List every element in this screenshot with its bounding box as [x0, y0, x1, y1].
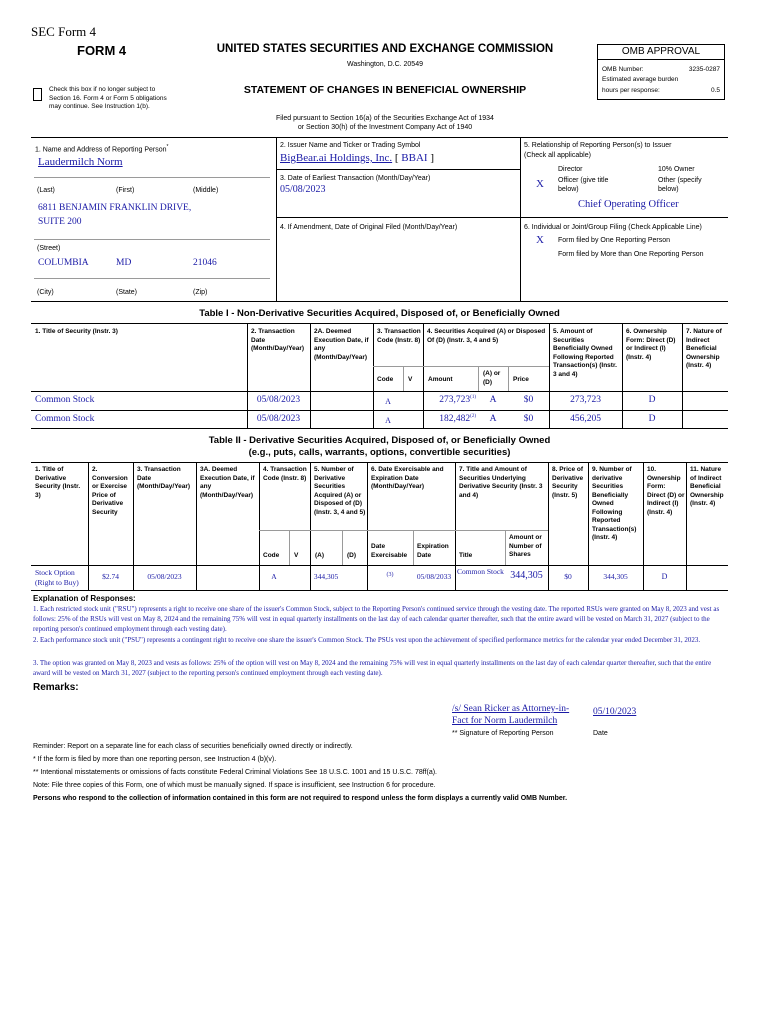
- ticker: BBAI: [401, 152, 428, 164]
- footnote-1: 1. Each restricted stock unit ("RSU") represents a right to receive one share of the issuer's Common Stock, subject to the Reporting Person's continued service through the vesting date. The reported RSUs were granted on May 8, 2023 and vest as follows: 25% of the RSUs will vest on May 8, 2024 and the remaining 75% will vest in equal quarterly installments on the last day of each calendar quarter thereafter, such that the entire award will be vested on March 31, 2027 (subject to the reporting person's continued employment through each vesting date).: [33, 605, 720, 633]
- t1-h6: 6. Ownership Form: Direct (D) or Indirect (I) (Instr. 4): [626, 328, 676, 361]
- t1-r1-amount: 273,723$^{(1)}$: [439, 395, 476, 406]
- issuer-label: 2. Issuer Name and Ticker or Trading Symbol: [280, 142, 421, 149]
- reminder-4: Note: File three copies of this Form, one of which must be manually signed. If space is insufficient, see Instruction 6 for procedure.: [33, 782, 436, 789]
- t2-h10: 10. Ownership Form: Direct (D) or Indirect (I) (Instr. 4): [647, 466, 685, 516]
- reporting-person-name[interactable]: Laudermilch Norm: [38, 156, 123, 168]
- earliest-date-label: 3. Date of Earliest Transaction (Month/Day/Year): [280, 175, 431, 182]
- street-line-2: SUITE 200: [38, 217, 82, 227]
- table2-title-2: (e.g., puts, calls, warrants, options, convertible securities): [248, 447, 511, 458]
- t2-amount-shares: Amount or Number of Shares: [509, 534, 542, 558]
- t2-r1-a: 344,305: [313, 572, 339, 581]
- reminder-1: Reminder: Report on a separate line for each class of securities beneficially owned directly or indirectly.: [33, 743, 353, 750]
- t2-r1-price: $2.74: [102, 572, 119, 581]
- omb-hours: 0.5: [710, 87, 720, 94]
- t1-v: V: [408, 376, 413, 383]
- t1-r1-form: D: [648, 395, 656, 405]
- t2-h4: 4. Transaction Code (Instr. 8): [263, 466, 307, 482]
- other-label: Other (specify below): [658, 177, 702, 193]
- t2-h3a: 3A. Deemed Execution Date, if any (Month/Day/Year): [200, 466, 255, 499]
- t2-r1-title: Stock Option (Right to Buy): [35, 568, 79, 587]
- t2-h3: 3. Transaction Date (Month/Day/Year): [137, 466, 191, 490]
- t1-r2-owned: 456,205: [570, 414, 601, 424]
- officer-check[interactable]: X: [536, 178, 544, 190]
- t1-h3: 3. Transaction Code (Instr. 8): [377, 328, 421, 344]
- t1-r2-title: Common Stock: [35, 414, 95, 424]
- t2-h1: 1. Title of Derivative Security (Instr. 3): [35, 466, 81, 499]
- t1-r2-form: D: [648, 414, 656, 424]
- omb-title: OMB APPROVAL: [598, 45, 724, 60]
- explanation-title: Explanation of Responses:: [33, 594, 136, 603]
- t2-h11: 11. Nature of Indirect Beneficial Ownership (Instr. 4): [690, 466, 724, 507]
- relationship-label: 5. Relationship of Reporting Person(s) to Issuer: [524, 142, 672, 149]
- t1-r1-fn[interactable]: (1): [470, 395, 476, 400]
- t2-h2: 2. Conversion or Exercise Price of Derivative Security: [92, 466, 128, 516]
- t1-r1-aord: A: [489, 395, 497, 405]
- omb-burden-label: Estimated average burden: [602, 76, 679, 83]
- reminder-5: Persons who respond to the collection of information contained in this form are not required to respond unless the form displays a currently valid OMB Number.: [33, 795, 568, 802]
- t1-r1-price: $0: [523, 395, 534, 405]
- footnote-2: 2. Each performance stock unit ("PSU") represents a contingent right to receive one share the issuer's Common Stock. The PSUs vest upon the achievement of specified performance metrics for the calendar year ended December 31, 2023.: [33, 636, 701, 644]
- issuer-name-line: [280, 152, 434, 164]
- agency-city: Washington, D.C. 20549: [346, 61, 423, 68]
- form-title: FORM 4: [77, 43, 127, 58]
- t2-r1-form: D: [661, 572, 668, 581]
- city-value: COLUMBIA: [38, 258, 89, 268]
- t2-r1-owned: 344,305: [603, 572, 628, 581]
- middle-label: (Middle): [193, 187, 219, 194]
- filing-more-label: Form filed by More than One Reporting Person: [558, 251, 704, 258]
- filed-pursuant-2: or Section 30(h) of the Investment Company Act of 1940: [297, 124, 473, 131]
- t1-h1: 1. Title of Security (Instr. 3): [35, 328, 118, 335]
- ticker-bracket-close: ]: [430, 152, 434, 164]
- t1-h7: 7. Nature of Indirect Beneficial Ownership (Instr. 4): [686, 328, 722, 369]
- t2-h7: 7. Title and Amount of Securities Underlying Derivative Security (Instr. 3 and 4): [459, 466, 543, 499]
- street-line-1: 6811 BENJAMIN FRANKLIN DRIVE,: [38, 203, 192, 213]
- signature-line-1[interactable]: /s/ Sean Ricker as Attorney-in-: [452, 704, 570, 714]
- agency-title: UNITED STATES SECURITIES AND EXCHANGE COMMISSION: [216, 43, 554, 55]
- omb-approval-box: [597, 44, 725, 100]
- sec-form-label: SEC Form 4: [31, 24, 97, 39]
- ten-percent-owner-label: 10% Owner: [658, 166, 695, 173]
- t2-exp: Expiration Date: [417, 543, 449, 559]
- reporting-person-label: 1. Name and Address of Reporting Person*: [35, 144, 169, 154]
- filed-pursuant-1: Filed pursuant to Section 16(a) of the Securities Exchange Act of 1934: [276, 115, 494, 122]
- t2-r1-u-amount: 344,305: [510, 570, 543, 581]
- t1-r2-code: A: [385, 416, 391, 425]
- amendment-label: 4. If Amendment, Date of Original Filed (Month/Day/Year): [280, 224, 458, 231]
- city-label: (City): [37, 289, 54, 296]
- reminder-3: ** Intentional misstatements or omissions of facts constitute Federal Criminal Violations See 18 U.S.C. 1001 and 15 U.S.C. 78ff(a).: [33, 769, 437, 776]
- relationship-sub: (Check all applicable): [524, 152, 591, 159]
- officer-title: Chief Operating Officer: [578, 199, 679, 210]
- signature-label: ** Signature of Reporting Person: [452, 730, 554, 737]
- reporting-star: *: [166, 144, 169, 150]
- signature-date: 05/10/2023: [593, 707, 637, 717]
- t1-amount: Amount: [428, 376, 453, 383]
- t1-r2-fn[interactable]: (2): [470, 414, 476, 419]
- omb-hours-label: hours per response:: [602, 87, 660, 94]
- t2-v: V: [294, 552, 299, 559]
- statement-title: STATEMENT OF CHANGES IN BENEFICIAL OWNERSHIP: [243, 84, 527, 96]
- zip-label: (Zip): [193, 289, 208, 296]
- remarks-title: Remarks:: [33, 682, 79, 693]
- officer-label: Officer (give title below): [558, 177, 609, 193]
- t1-r1-code: A: [385, 397, 391, 406]
- t1-r2-amount: 182,482$^{(2)}$: [439, 414, 476, 425]
- first-label: (First): [116, 187, 135, 194]
- t2-r1-d-price: $0: [564, 572, 572, 581]
- t2-d: (D): [347, 552, 357, 559]
- t2-r1-exercisable[interactable]: (3): [386, 572, 394, 578]
- director-label: Director: [558, 166, 583, 173]
- t1-r2-date: 05/08/2023: [256, 414, 301, 424]
- t1-h4: 4. Securities Acquired (A) or Disposed Of (D) (Instr. 3, 4 and 5): [427, 328, 546, 344]
- table2-title-1: Table II - Derivative Securities Acquired, Disposed of, or Beneficially Owned: [208, 435, 551, 446]
- earliest-date: 05/08/2023: [280, 184, 326, 195]
- street-label: (Street): [37, 245, 61, 252]
- state-value: MD: [116, 258, 132, 268]
- t2-a: (A): [315, 552, 325, 559]
- signature-line-2[interactable]: Fact for Norm Laudermilch: [452, 716, 558, 726]
- t2-date-ex: Date Exercisable: [371, 543, 408, 559]
- last-label: (Last): [37, 187, 55, 194]
- omb-number-label: OMB Number:: [602, 66, 644, 73]
- t2-r1-date: 05/08/2023: [147, 572, 182, 581]
- t2-r1-code: A: [271, 572, 277, 581]
- t2-h5: 5. Number of Derivative Securities Acquired (A) or Disposed of (D) (Instr. 3, 4 and 5): [314, 466, 366, 516]
- t2-h8: 8. Price of Derivative Security (Instr. 5): [552, 466, 584, 499]
- signature-date-label: Date: [593, 730, 608, 737]
- filing-label: 6. Individual or Joint/Group Filing (Check Applicable Line): [524, 224, 702, 231]
- t1-h2a: 2A. Deemed Execution Date, if any (Month/Day/Year): [314, 328, 369, 361]
- t2-h6: 6. Date Exercisable and Expiration Date (Month/Day/Year): [371, 466, 444, 490]
- t2-title: Title: [459, 552, 473, 559]
- t1-r2-aord: A: [489, 414, 497, 424]
- reminder-2: * If the form is filed by more than one reporting person, see Instruction 4 (b)(v).: [33, 756, 277, 763]
- footnote-3: 3. The option was granted on May 8, 2023 and vests as follows: 25% of the option will vest on May 8, 2024 and the remaining 75% will vest in equal quarterly installments on the last day of each calendar quarter thereafter, such that the entire award will be vested on March 31, 2027 (subject to the reporting person's continued employment through each vesting date).: [33, 659, 712, 677]
- issuer-name[interactable]: BigBear.ai Holdings, Inc.: [280, 152, 393, 164]
- omb-number: 3235-0287: [688, 66, 720, 73]
- t1-r1-owned: 273,723: [570, 395, 601, 405]
- t2-r1-expiration: 05/08/2033: [416, 572, 452, 581]
- t1-code: Code: [377, 376, 394, 383]
- table1-title: Table I - Non-Derivative Securities Acquired, Disposed of, or Beneficially Owned: [199, 308, 560, 319]
- ticker-bracket-open: [: [394, 152, 399, 164]
- filing-one-check[interactable]: X: [536, 234, 544, 246]
- zip-value: 21046: [193, 258, 217, 268]
- t2-code: Code: [263, 552, 280, 559]
- t1-h2: 2. Transaction Date (Month/Day/Year): [251, 328, 305, 352]
- t2-h9: 9. Number of derivative Securities Beneficially Owned Following Reported Transaction(s) (Instr. 4): [592, 466, 637, 541]
- t1-price: Price: [513, 376, 529, 383]
- filing-one-label: Form filed by One Reporting Person: [558, 237, 671, 244]
- t1-r1-title: Common Stock: [35, 395, 95, 405]
- checkbox-text: Check this box if no longer subject to Section 16. Form 4 or Form 5 obligations may continue. See Instruction 1(b).: [49, 86, 167, 110]
- t1-aord: (A) or (D): [483, 370, 501, 386]
- t1-h5: 5. Amount of Securities Beneficially Owned Following Reported Transaction(s) (Instr. 3 and 4): [553, 328, 617, 378]
- t2-r1-u-title: Common Stock: [457, 567, 504, 576]
- t1-r2-price: $0: [523, 414, 534, 424]
- no-longer-subject-checkbox[interactable]: [33, 88, 42, 101]
- state-label: (State): [116, 289, 138, 296]
- t1-r1-date: 05/08/2023: [256, 395, 301, 405]
